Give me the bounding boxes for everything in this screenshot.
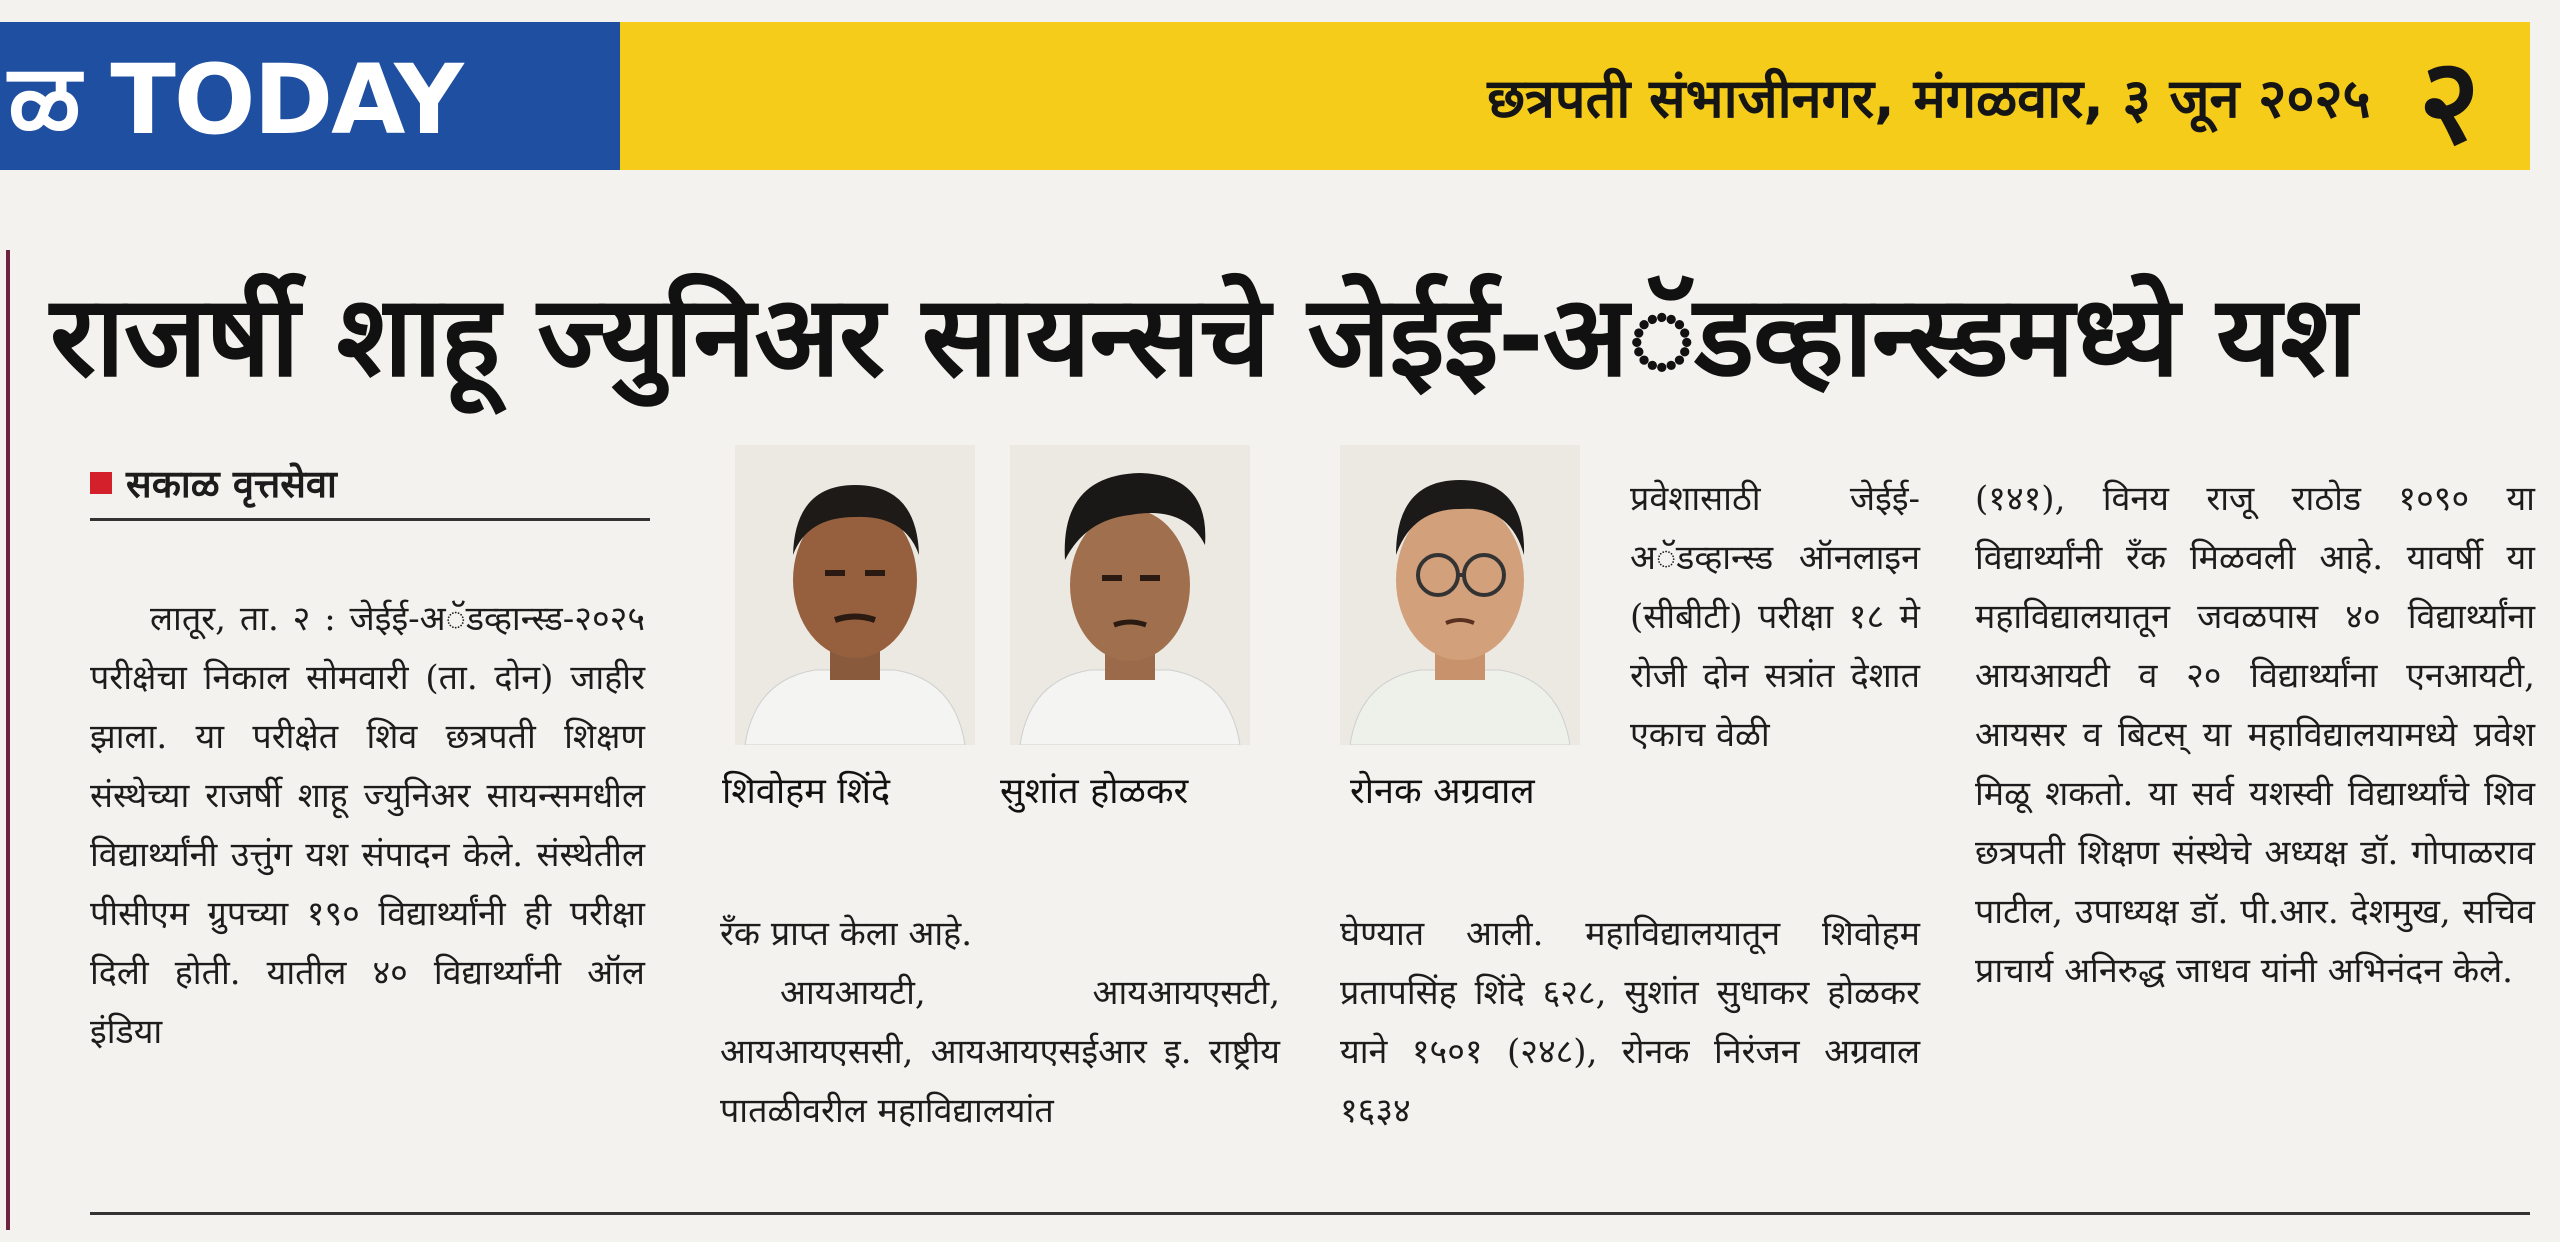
article-column-1 <box>90 590 645 1210</box>
paragraph: लातूर, ता. २ : जेईई-अॅडव्हान्स्ड-२०२५ परीक्षेचा निकाल सोमवारी (ता. दोन) जाहीर झाला. या परीक्षेत शिव छत्रपती शिक्षण संस्थेच्या राजर्षी शाहू ज्युनिअर सायन्समधील विद्यार्थ्यांनी उत्तुंग यश संपादन केले. संस्थेतील पीसीएम ग्रुपच्या १९० विद्यार्थ्यांनी ही परीक्षा दिली होती. यातील ४० विद्यार्थ्यांनी ऑल इंडिया <box>90 599 645 1052</box>
article-column-2 <box>720 905 1280 1235</box>
paragraph: (१४१), विनय राजू राठोड १०९० या विद्यार्थ्यांनी रँक मिळवली आहे. यावर्षी या महाविद्यालयातून जवळपास ४० विद्यार्थ्यांना आयआयटी व २० विद्यार्थ्यांना एनआयटी, आयसर व बिटस् या महाविद्यालयामध्ये प्रवेश मिळू शकतो. या सर्व यशस्वी विद्यार्थ्यांचे शिव छत्रपती शिक्षण संस्थेचे अध्यक्ष डॉ. गोपाळराव पाटील, उपाध्यक्ष डॉ. पी.आर. देशमुख, सचिव प्राचार्य अनिरुद्ध जाधव यांनी अभिनंदन केले. <box>1975 479 2535 991</box>
paragraph: रँक प्राप्त केला आहे. <box>720 914 973 954</box>
person-photo-icon <box>1010 445 1250 745</box>
photo-caption-1: शिवोहम शिंदे <box>722 771 891 812</box>
date-banner <box>620 22 2530 170</box>
paragraph: प्रवेशासाठी जेईई-अॅडव्हान्स्ड ऑनलाइन (सीबीटी) परीक्षा १८ मे रोजी दोन सत्रांत देशात एकाच वेळी <box>1630 479 1920 755</box>
paragraph: घेण्यात आली. महाविद्यालयातून शिवोहम प्रतापसिंह शिंदे ६२८, सुशांत सुधाकर होळकर याने १५०१ (२४८), रोनक निरंजन अग्रवाल १६३४ <box>1340 914 1920 1131</box>
dateline: छत्रपती संभाजीनगर, मंगळवार, ३ जून २०२५ <box>1487 67 2371 130</box>
brand-logo-text: ळ TODAY <box>8 43 462 156</box>
bottom-divider <box>90 1212 2530 1215</box>
person-photo-icon <box>1340 445 1580 745</box>
article-column-4 <box>1975 470 2535 1230</box>
paragraph: आयआयटी, आयआयएसटी, आयआयएससी, आयआयएसईआर इ. राष्ट्रीय पातळीवरील महाविद्यालयांत <box>720 973 1280 1131</box>
article-column-3 <box>1340 905 1920 1235</box>
byline-text: सकाळ वृत्तसेवा <box>126 462 337 506</box>
person-photo-icon <box>735 445 975 745</box>
article-column-3-top <box>1630 470 1920 910</box>
article-headline: राजर्षी शाहू ज्युनिअर सायन्सचे जेईई-अॅडव्हान्स्डमध्ये यश <box>50 272 2356 402</box>
byline-bullet-icon <box>90 472 112 494</box>
left-divider <box>6 250 10 1230</box>
portrait-photo-1 <box>735 445 975 745</box>
byline <box>90 448 650 521</box>
brand-banner <box>0 22 620 170</box>
portrait-photo-3 <box>1340 445 1580 745</box>
portrait-photo-2 <box>1010 445 1250 745</box>
page-number: २ <box>2418 31 2480 170</box>
photo-caption-2: सुशांत होळकर <box>1000 771 1189 812</box>
photo-caption-3: रोनक अग्रवाल <box>1350 771 1535 812</box>
